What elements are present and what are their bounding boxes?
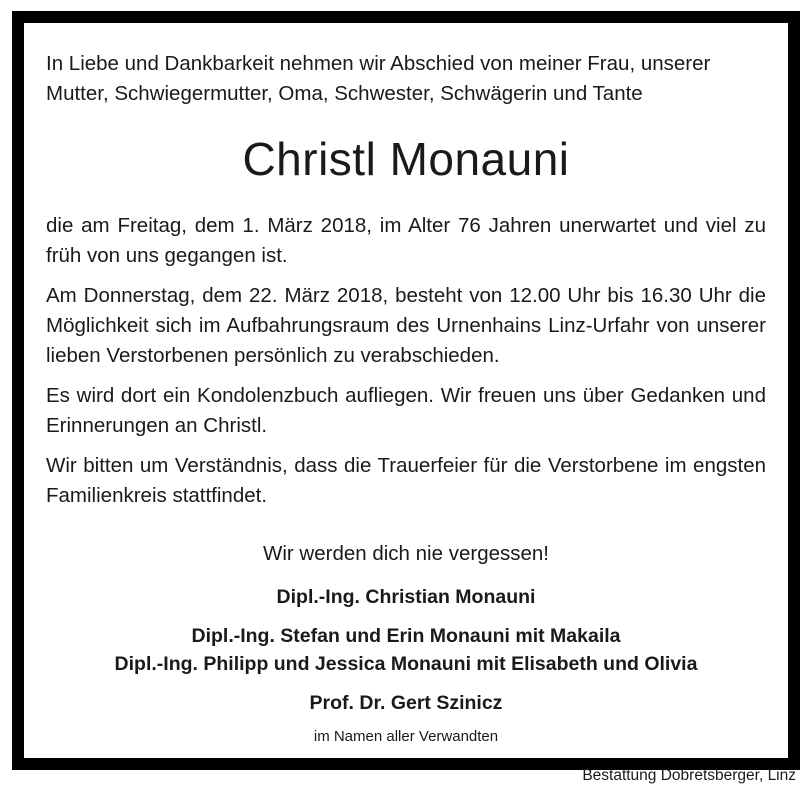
on-behalf-text: im Namen aller Verwandten (313, 728, 499, 745)
obituary-notice (12, 11, 800, 770)
signer-3: Dipl.-Ing. Philipp und Jessica Monauni mit Elisabeth und Olivia (114, 653, 698, 675)
signer-2: Dipl.-Ing. Stefan und Erin Monauni mit Makaila (191, 625, 621, 647)
notice-content (46, 23, 766, 758)
funeral-home-credit: Bestattung Dobretsberger, Linz (582, 767, 796, 784)
deceased-name: Christl Monauni (242, 133, 570, 185)
paragraph-viewing-info: Am Donnerstag, dem 22. März 2018, besteht von 12.00 Uhr bis 16.30 Uhr die Möglichkeit sich im Aufbahrungsraum des Urnenhains Linz-Urfahr von unserer lieben Verstorbenen persönlich zu verabschieden. (46, 284, 766, 367)
signer-1: Dipl.-Ing. Christian Monauni (276, 586, 536, 608)
closing-section (46, 539, 766, 749)
signer-4: Prof. Dr. Gert Szinicz (309, 692, 503, 714)
intro-text: In Liebe und Dankbarkeit nehmen wir Abschied von meiner Frau, unserer Mutter, Schwiegermutter, Oma, Schwester, Schwägerin und Tante (46, 52, 711, 105)
closing-quote: Wir werden dich nie vergessen! (263, 542, 549, 565)
paragraph-condolence-book: Es wird dort ein Kondolenzbuch aufliegen. Wir freuen uns über Gedanken und Erinnerungen an Christl. (46, 384, 766, 437)
notice-body (46, 211, 766, 521)
paragraph-death-info: die am Freitag, dem 1. März 2018, im Alter 76 Jahren unerwartet und viel zu früh von uns gegangen ist. (46, 214, 766, 267)
paragraph-private-funeral: Wir bitten um Verständnis, dass die Trauerfeier für die Verstorbene im engsten Familienkreis stattfindet. (46, 454, 766, 507)
